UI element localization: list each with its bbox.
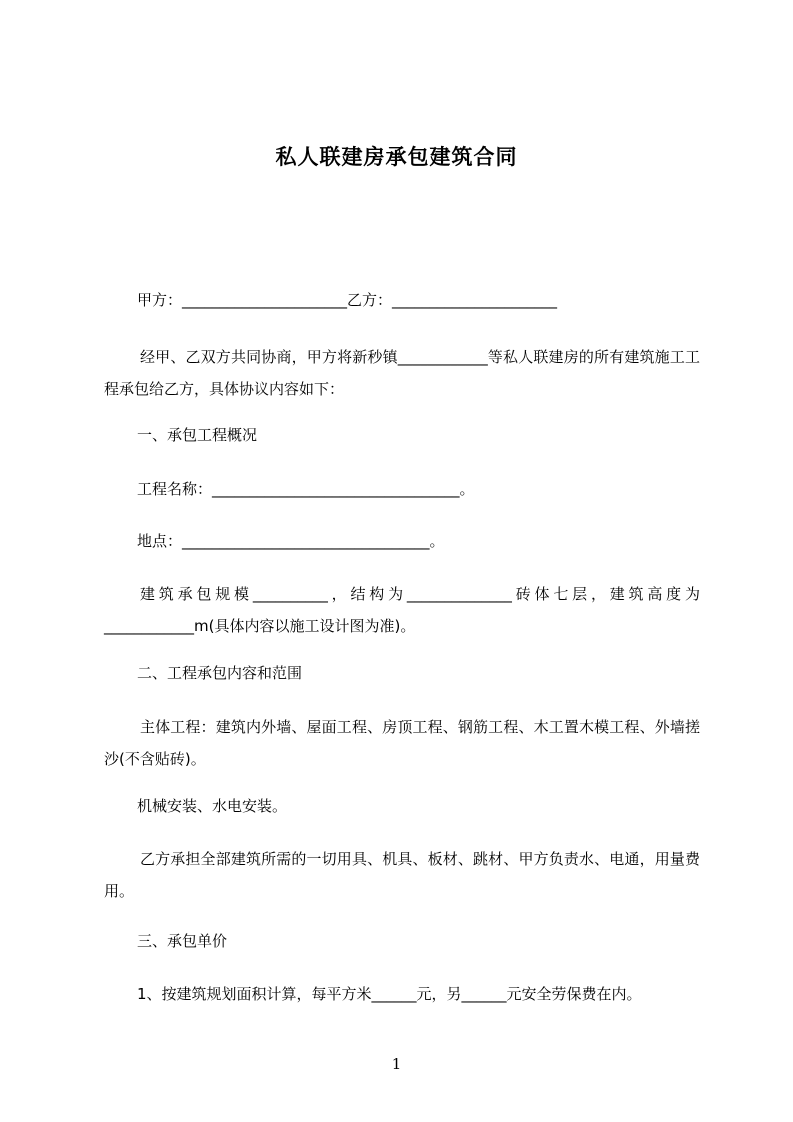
section-2-heading: 二、工程承包内容和范围 xyxy=(137,664,303,682)
section-1-heading: 一、承包工程概况 xyxy=(137,426,258,444)
main-works-paragraph: 主体工程：建筑内外墙、屋面工程、房顶工程、钢筋工程、木工置木模工程、外墙搓沙(不含贴砖)。 xyxy=(104,718,700,768)
page-number: 1 xyxy=(391,1055,402,1073)
project-name-line: 工程名称：_________________________________。 xyxy=(137,480,475,498)
location-line: 地点：_________________________________。 xyxy=(137,532,445,550)
unit-price-item-1: 1、按建筑规划面积计算，每平方米______元，另______元安全劳保费在内。 xyxy=(137,985,642,1003)
supplies-paragraph: 乙方承担全部建筑所需的一切用具、机具、板材、跳材、甲方负责水、电通，用量费用。 xyxy=(104,850,700,900)
install-line: 机械安装、水电安装。 xyxy=(137,797,288,815)
section-3-heading: 三、承包单价 xyxy=(137,932,228,950)
parties-line: 甲方：______________________乙方：______________________ xyxy=(137,291,558,309)
scale-paragraph: 建筑承包规模__________，结构为______________砖体七层，建筑高度为____________m(具体内容以施工设计图为准)。 xyxy=(104,585,700,635)
intro-paragraph: 经甲、乙双方共同协商，甲方将新秒镇____________等私人联建房的所有建筑施工工程承包给乙方，具体协议内容如下： xyxy=(104,348,700,398)
page-title: 私人联建房承包建筑合同 xyxy=(275,145,518,169)
